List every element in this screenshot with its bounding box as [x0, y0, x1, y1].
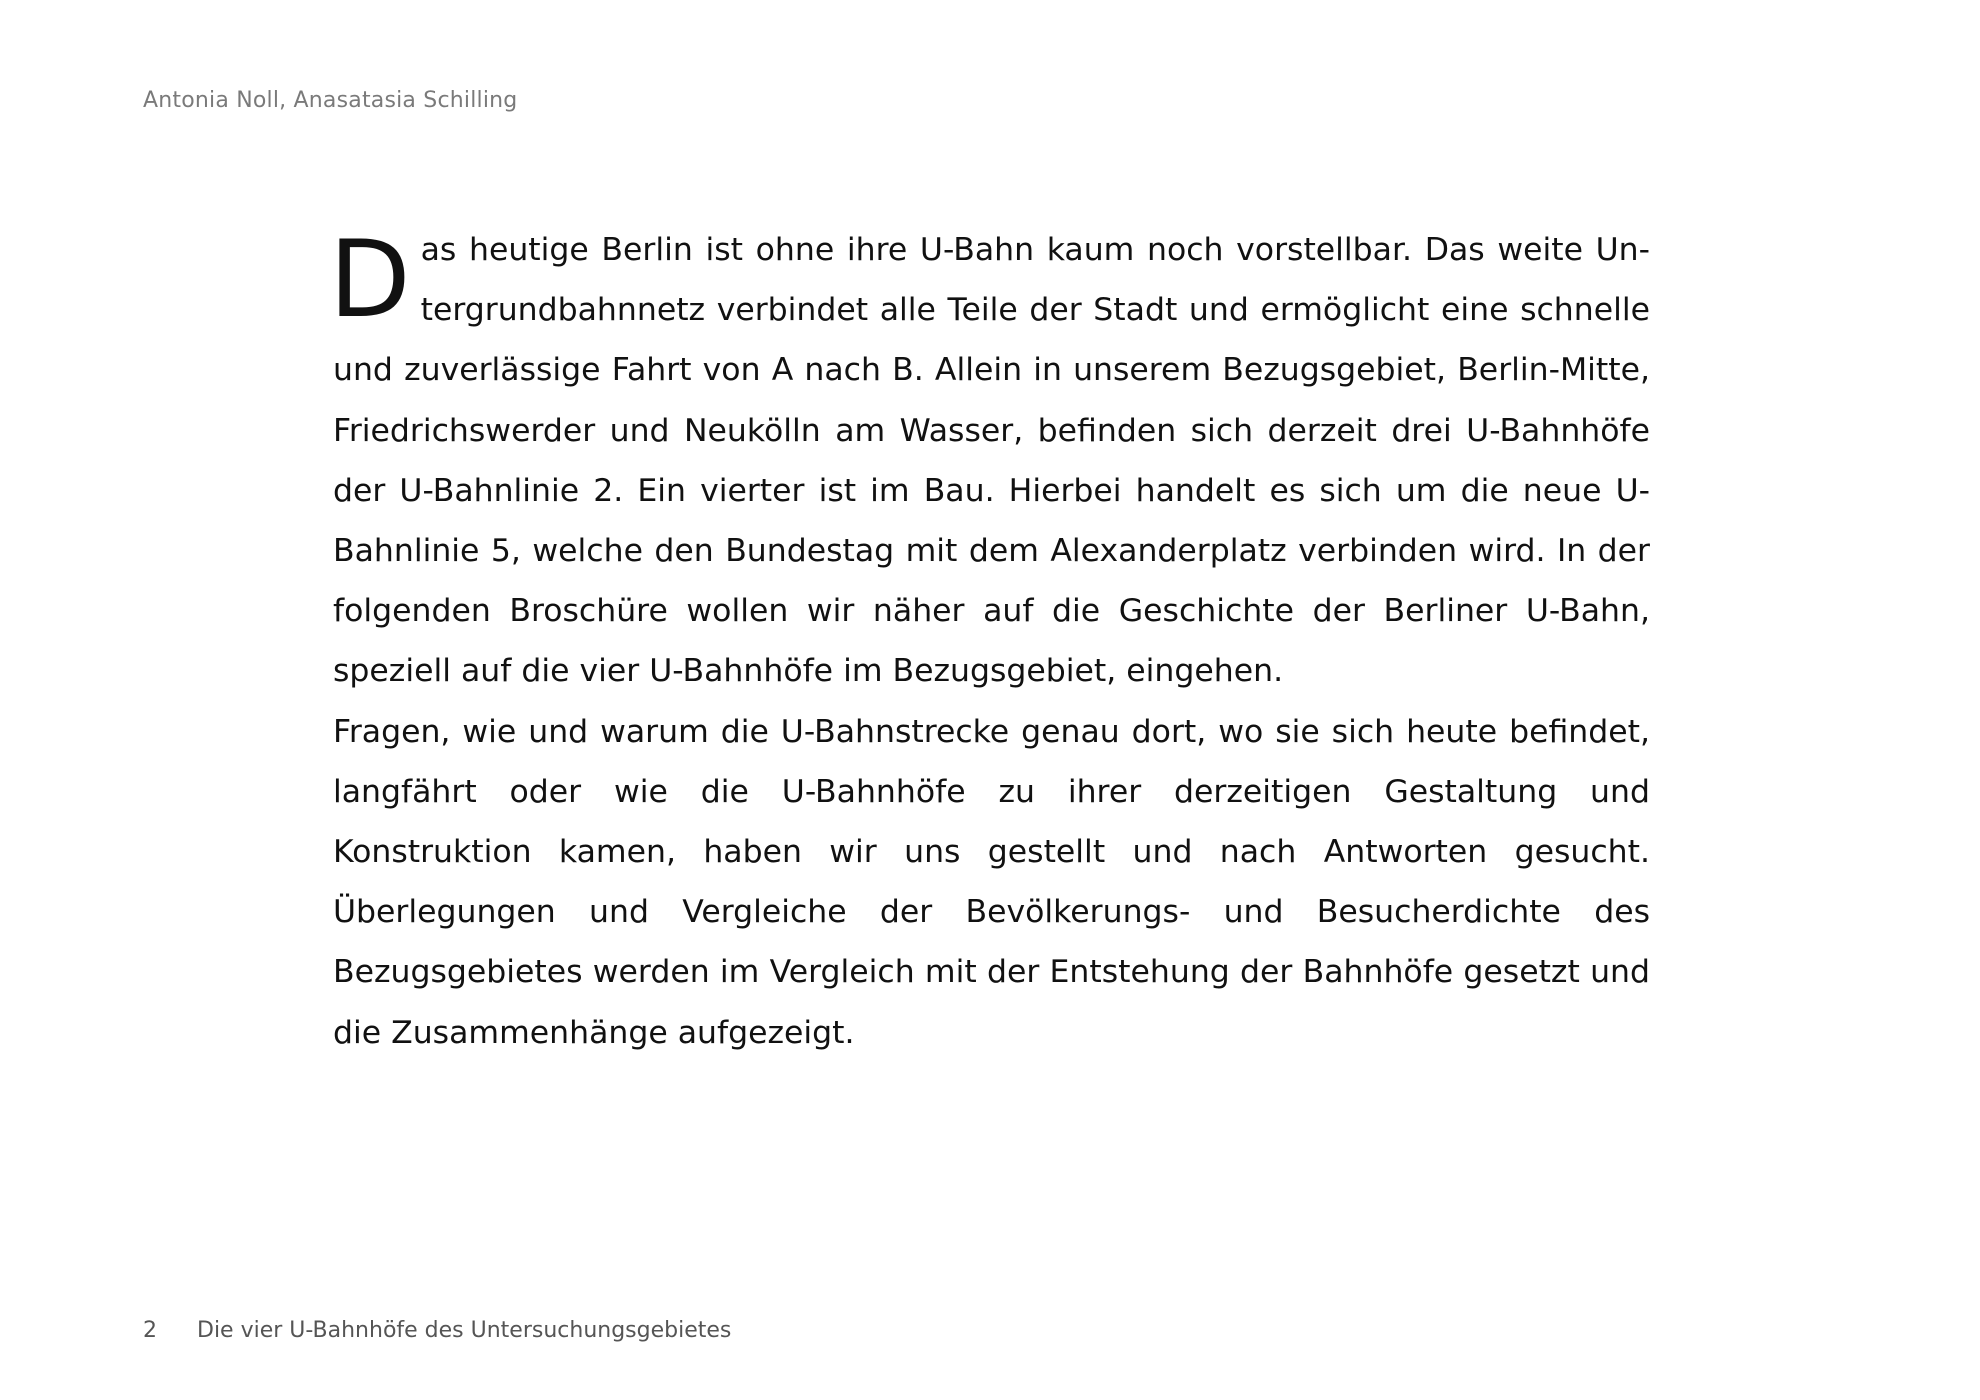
- paragraph-2: Fragen, wie und warum die U-Bahnstrecke genau dort, wo sie sich heute befindet, langfährt oder wie die U-Bahnhöfe zu ihrer derzeitigen Gestaltung und Konstruktion kamen, haben wir uns gestellt und nach Antworten gesucht. Überlegungen und Vergleiche der Bevölkerungs- und Besucherdichte des Bezugsgebietes werden im Vergleich mit der Entstehung der Bahnhöfe gesetzt und die Zusammenhänge aufgezeigt.: [333, 713, 1650, 1051]
- footer-title: Die vier U-Bahnhöfe des Untersuchungsgebietes: [197, 1318, 732, 1343]
- paragraph-1-text: as heutige Berlin ist ohne ihre U-Bahn kaum noch vorstellbar. Das weite Untergrundbahnnetz verbindet alle Teile der Stadt und ermöglicht eine schnelle und zuverlässige Fahrt von A nach B. Allein in unserem Bezugsgebiet, Berlin-Mitte, Friedrichswerder und Neukölln am Wasser, befinden sich derzeit drei U-Bahnhöfe der U-Bahnlinie 2. Ein vierter ist im Bau. Hierbei handelt es sich um die neue U-Bahnlinie 5, welche den Bundestag mit dem Alexanderplatz verbinden wird. In der folgenden Broschüre wollen wir näher auf die Geschichte der Berliner U-Bahn, speziell auf die vier U-Bahnhöfe im Bezugsgebiet, eingehen.: [333, 232, 1650, 690]
- header-authors: Antonia Noll, Anasatasia Schilling: [143, 88, 518, 113]
- footer: [143, 1318, 731, 1343]
- page-number: 2: [143, 1318, 157, 1343]
- paragraph-1: [329, 218, 1650, 702]
- body-text: [329, 218, 1650, 1063]
- drop-cap: D: [329, 218, 411, 341]
